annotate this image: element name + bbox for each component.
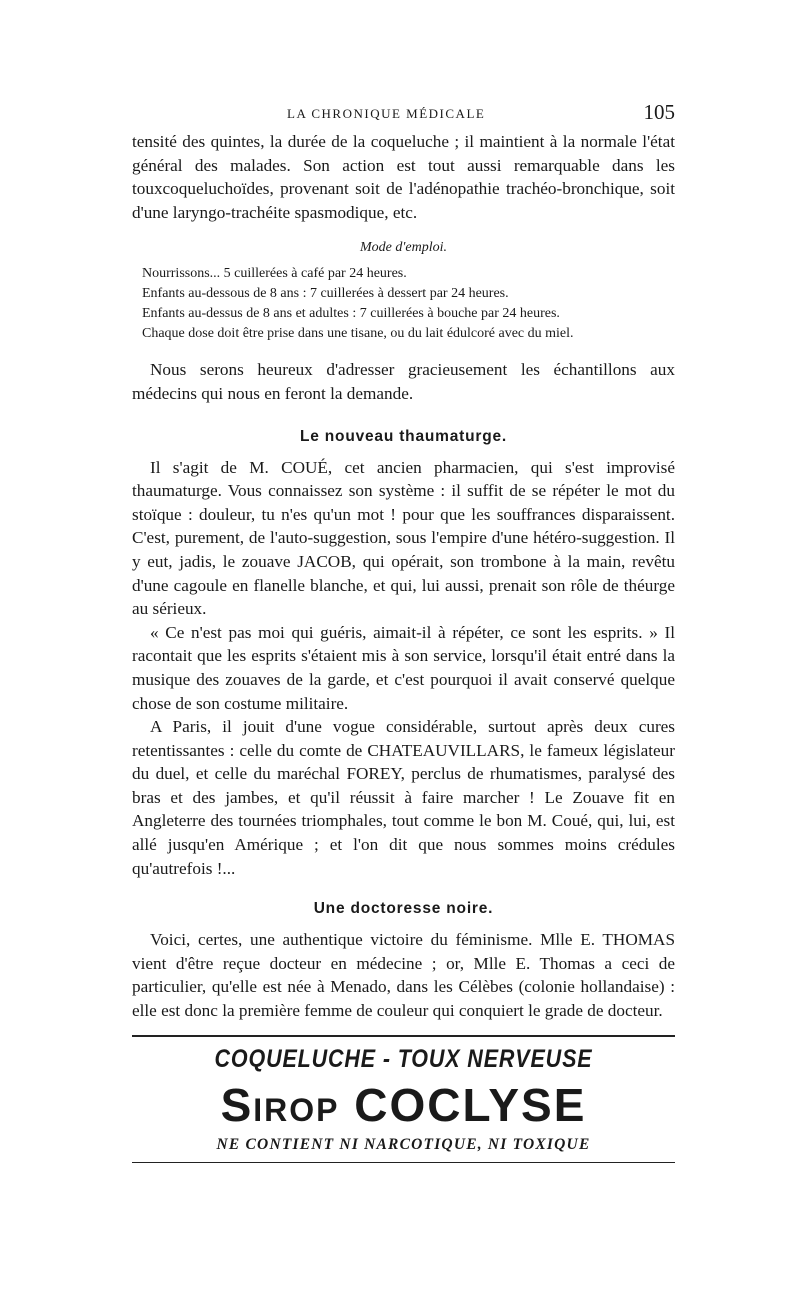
- samples-offer-paragraph: Nous serons heureux d'adresser gracieusement les échantillons aux médecins qui nous en feront la demande.: [132, 360, 675, 403]
- intro-paragraph: tensité des quintes, la durée de la coqueluche ; il maintient à la normale l'état général des malades. Son action est tout aussi remarquable dans les touxcoqueluchoïdes, provenant soit de l'adénopathie trachéo-bronchique, soit d'une laryngo-trachéite spasmodique, etc.: [132, 132, 675, 222]
- ad-product-prefix: Sirop: [220, 1078, 340, 1131]
- running-header: [132, 100, 675, 130]
- thaumaturge-paragraph: A Paris, il jouit d'une vogue considérable, surtout après deux cures retentissantes : celle du comte de CHATEAUVILLARS, le fameux législateur du duel, et celle du maréchal FOREY, perclus de rhumatismes, paralysé des bras et des jambes, et qu'il réussit à faire marcher ! Le Zouave fit en Angleterre des tournées triomphales, tout comme le bon M. Coué, qui, lui, est allé jusqu'en Amérique ; et l'on dit que nous sommes moins crédules qu'autrefois !...: [132, 717, 675, 878]
- running-title: LA CHRONIQUE MÉDICALE: [287, 106, 486, 121]
- ad-tagline: NE CONTIENT NI NARCOTIQUE, NI TOXIQUE: [216, 1135, 591, 1153]
- dosage-line: Chaque dose doit être prise dans une tisane, ou du lait édulcoré avec du miel.: [142, 326, 574, 342]
- ad-headline: COQUELUCHE - TOUX NERVEUSE: [214, 1044, 593, 1073]
- dosage-line: Enfants au-dessous de 8 ans : 7 cuillerées à dessert par 24 heures.: [142, 286, 509, 302]
- page-number: 105: [643, 100, 675, 124]
- section-title-thaumaturge: Le nouveau thaumaturge.: [299, 427, 507, 445]
- dosage-line: Nourrissons... 5 cuillerées à café par 24 heures.: [142, 266, 407, 282]
- ad-product-brand: COCLYSE: [354, 1078, 587, 1131]
- ad-bottom-rule: [132, 1162, 675, 1163]
- doctoresse-paragraph: Voici, certes, une authentique victoire du féminisme. Mlle E. THOMAS vient d'être reçue docteur en médecine ; or, Mlle E. Thomas a ceci de particulier, qu'elle est née à Menado, dans les Célèbes (colonie hollandaise) : elle est donc la première femme de couleur qui conquiert le grade de docteur.: [132, 930, 675, 1021]
- ad-top-rule: [132, 1035, 675, 1037]
- dosage-block: [132, 240, 675, 344]
- thaumaturge-paragraph: Il s'agit de M. COUÉ, cet ancien pharmacien, qui s'est improvisé thaumaturge. Vous connaissez son système : il suffit de se répéter le mot du stoïque : douleur, tu n'es qu'un mot ! pour que les souffrances disparaissent. C'est, purement, de l'auto-suggestion, sous l'empire d'une hétéro-suggestion. Il y eut, jadis, le zouave JACOB, qui opérait, son trombone à la main, revêtu d'une cagoule en flanelle blanche, et qui, lui aussi, prenait son rôle de théurge au sérieux.: [132, 457, 675, 619]
- ad-product-name: [132, 1077, 675, 1133]
- thaumaturge-paragraph: « Ce n'est pas moi qui guéris, aimait-il à répéter, ce sont les esprits. » Il racontait que les esprits s'étaient mis à son service, lorsqu'il était entré dans la musique des zouaves de la garde, et c'est pourquoi il avait conservé quelque chose de son costume militaire.: [132, 622, 675, 713]
- dosage-line: Enfants au-dessus de 8 ans et adultes : 7 cuillerées à bouche par 24 heures.: [142, 306, 560, 322]
- document-page: [132, 100, 675, 1163]
- advertisement: [132, 1035, 675, 1163]
- dosage-heading: Mode d'emploi.: [360, 240, 447, 256]
- section-title-doctoresse: Une doctoresse noire.: [313, 900, 494, 918]
